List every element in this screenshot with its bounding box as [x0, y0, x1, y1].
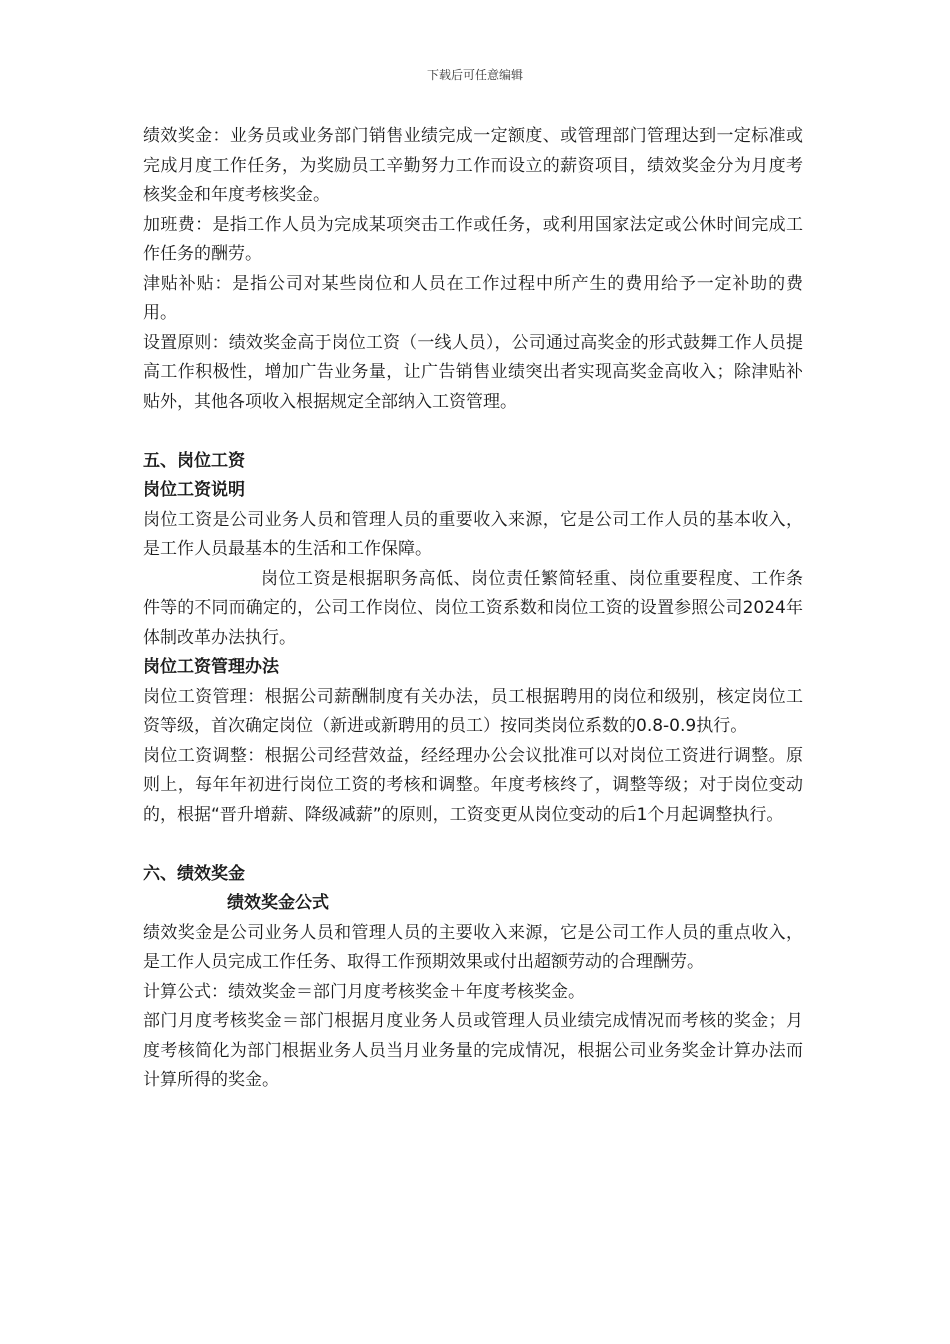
spacer — [143, 417, 803, 447]
paragraph-post-salary-management: 岗位工资管理：根据公司薪酬制度有关办法，员工根据聘用的岗位和级别，核定岗位工资等级，首次确定岗位（新进或新聘用的员工）按同类岗位系数的0.8-0.9执行。 — [143, 686, 803, 736]
subheading-bonus-formula: 绩效奖金公式 — [227, 893, 329, 913]
page-header: 下载后可任意编辑 — [426, 68, 523, 82]
paragraph-bonus-formula: 计算公式：绩效奖金＝部门月度考核奖金＋年度考核奖金。 — [143, 981, 585, 1002]
document-body — [143, 122, 803, 1096]
subheading-post-salary-management: 岗位工资管理办法 — [143, 657, 279, 677]
section-heading-post-salary: 五、岗位工资 — [143, 450, 245, 471]
paragraph-post-salary-adjustment: 岗位工资调整：根据公司经营效益，经经理办公会议批准可以对岗位工资进行调整。原则上，每年年初进行岗位工资的考核和调整。年度考核终了，调整等级；对于岗位变动的，根据“晋升增薪、降级减薪”的原则，工资变更从岗位变动的后1个月起调整执行。 — [143, 745, 803, 825]
paragraph-setting-principle: 设置原则：绩效奖金高于岗位工资（一线人员），公司通过高奖金的形式鼓舞工作人员提高工作积极性，增加广告业务量，让广告销售业绩突出者实现高奖金高收入；除津贴补贴外，其他各项收入根据规定全部纳入工资管理。 — [143, 332, 803, 412]
paragraph-performance-bonus: 绩效奖金：业务员或业务部门销售业绩完成一定额度、或管理部门管理达到一定标准或完成月度工作任务，为奖励员工辛勤努力工作而设立的薪资项目，绩效奖金分为月度考核奖金和年度考核奖金。 — [143, 126, 803, 205]
paragraph-post-salary-intro: 岗位工资是公司业务人员和管理人员的重要收入来源，它是公司工作人员的基本收入，是工作人员最基本的生活和工作保障。 — [143, 509, 803, 559]
spacer — [143, 830, 803, 860]
subheading-post-salary-description: 岗位工资说明 — [143, 480, 245, 500]
paragraph-overtime-pay: 加班费：是指工作人员为完成某项突击工作或任务，或利用国家法定或公休时间完成工作任务的酬劳。 — [143, 214, 803, 264]
paragraph-allowance: 津贴补贴：是指公司对某些岗位和人员在工作过程中所产生的费用给予一定补助的费用。 — [143, 273, 803, 323]
paragraph-post-salary-basis: 岗位工资是根据职务高低、岗位责任繁简轻重、岗位重要程度、工作条件等的不同而确定的，公司工作岗位、岗位工资系数和岗位工资的设置参照公司2024年体制改革办法执行。 — [143, 568, 803, 648]
paragraph-monthly-bonus: 部门月度考核奖金＝部门根据月度业务人员或管理人员业绩完成情况而考核的奖金；月度考核简化为部门根据业务人员当月业务量的完成情况，根据公司业务奖金计算办法而计算所得的奖金。 — [143, 1011, 803, 1090]
section-heading-performance-bonus: 六、绩效奖金 — [143, 863, 245, 884]
paragraph-bonus-intro: 绩效奖金是公司业务人员和管理人员的主要收入来源，它是公司工作人员的重点收入，是工作人员完成工作任务、取得工作预期效果或付出超额劳动的合理酬劳。 — [143, 922, 803, 972]
